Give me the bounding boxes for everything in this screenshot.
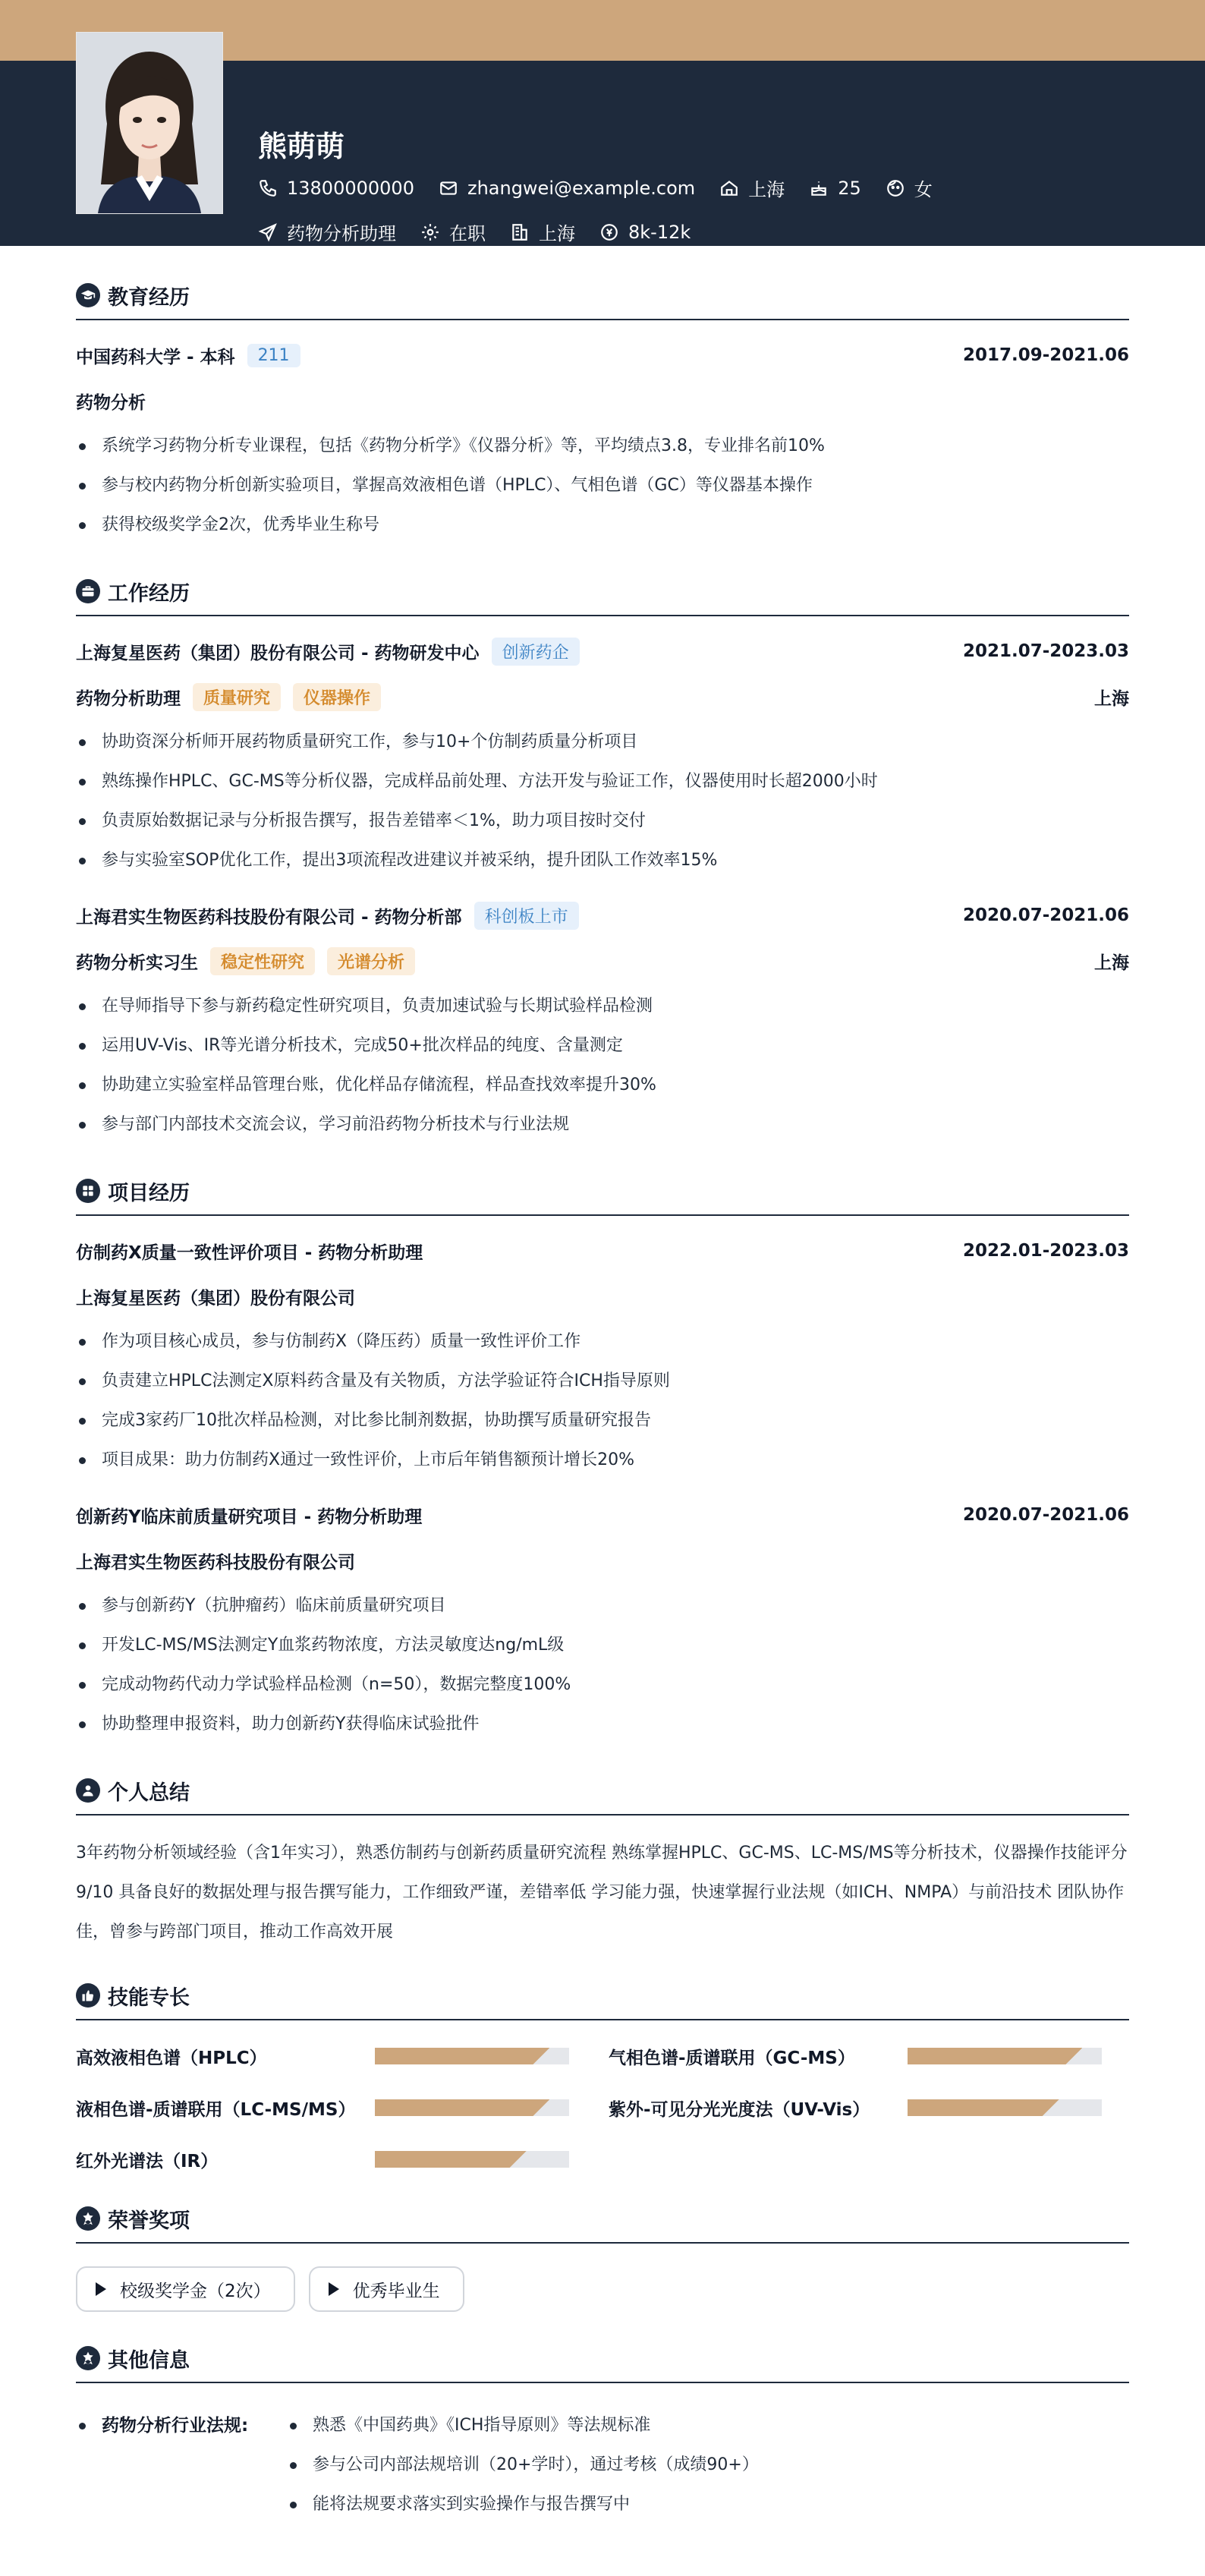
education-section [76,276,1129,545]
salary-text: 8k-12k [628,221,691,243]
briefcase-icon [76,579,100,603]
project-name: 创新药Y临床前质量研究项目 - 药物分析助理 [76,1507,423,1527]
list-item: 协助整理申报资料，助力创新药Y获得临床试验批件 [76,1705,1129,1744]
user-icon [76,1778,100,1803]
list-item: 参与部门内部技术交流会议，学习前沿药物分析技术与行业法规 [76,1105,1129,1145]
email-text: zhangwei@example.com [467,177,696,199]
face-icon [886,178,905,198]
list-item: 获得校级奖学金2次，优秀毕业生称号 [76,505,1129,545]
award-label: 优秀毕业生 [352,2281,440,2301]
city-text: 上海 [539,223,575,244]
contact-phone [258,178,414,199]
skill-bar [375,2151,569,2168]
bullet-dot [79,2423,86,2430]
projects-section [76,1172,1129,1744]
section-title: 技能专长 [108,1986,190,2010]
other-info [76,2406,1129,2524]
building-icon [510,222,530,242]
award-badge [309,2266,464,2312]
job-row [258,219,715,245]
work-location: 上海 [1094,688,1129,709]
skills-grid [76,2043,1129,2172]
grid-icon [76,1179,100,1203]
list-item: 参与公司内部法规培训（20+学时），通过考核（成绩90+） [287,2445,1129,2485]
summary-section [76,1771,1129,1952]
resume-main [76,246,1129,2524]
role-tag: 质量研究 [193,683,281,711]
job-position [258,219,396,245]
list-item: 负责建立HPLC法测定X原料药含量及有关物质，方法学验证符合ICH指导原则 [76,1362,1129,1401]
skill-item [76,2146,596,2172]
list-item: 在导师指导下参与新药稳定性研究项目，负责加速试验与长期试验样品检测 [76,987,1129,1026]
summary-heading [76,1771,1129,1815]
work-section [76,572,1129,1145]
status-text: 在职 [449,223,486,244]
list-item: 完成动物药代动力学试验样品检测（n=50），数据完整度100% [76,1665,1129,1705]
phone-icon [258,178,278,198]
awards-heading [76,2200,1129,2244]
job-salary [599,222,691,243]
list-item: 参与创新药Y（抗肿瘤药）临床前质量研究项目 [76,1586,1129,1626]
award-label: 校级奖学金（2次） [120,2281,271,2301]
skill-name: 液相色谱-质谱联用（LC-MS/MS） [76,2099,356,2120]
award-badge [76,2266,295,2312]
role-tag: 稳定性研究 [210,947,315,975]
skill-bar-fill [908,2099,1059,2116]
thumbs-up-icon [76,1983,100,2008]
list-item: 协助资深分析师开展药物质量研究工作，参与10+个仿制药质量分析项目 [76,723,1129,762]
contact-row [258,175,957,201]
summary-text: 3年药物分析领域经验（含1年实习），熟悉仿制药与创新药质量研究流程 熟练掌握HPLC、GC-MS、LC-MS/MS等分析技术，仪器操作技能评分9/10 具备良好的数据处理与报告撰写能力，工作细致严谨，差错率低 学习能力强，快速掌握行业法规（如ICH、NMPA）与前沿技术 团队协作佳，曾参与跨部门项目，推动工作高效开展 [76,1844,1128,1941]
project-date: 2020.07-2021.06 [962,1505,1129,1525]
avatar-illustration [77,33,222,213]
work-date: 2020.07-2021.06 [962,905,1129,925]
school-tag: 211 [247,344,300,367]
other-section [76,2339,1129,2524]
awards-section [76,2200,1129,2312]
work-bullets [76,723,1129,880]
education-heading [76,276,1129,320]
mail-icon [439,178,458,198]
section-title: 项目经历 [108,1181,190,1205]
skill-bar [908,2048,1102,2064]
list-item: 负责原始数据记录与分析报告撰写，报告差错率＜1%，助力项目按时交付 [76,801,1129,841]
gender-text: 女 [914,179,933,200]
role-name: 药物分析实习生 [76,953,198,973]
contact-location [719,175,785,201]
project-org: 上海复星医药（集团）股份有限公司 [76,1288,355,1308]
education-entry [76,340,1129,545]
skill-bar-fill [375,2048,549,2064]
list-item: 熟练操作HPLC、GC-MS等分析仪器，完成样品前处理、方法开发与验证工作，仪器使用时长超2000小时 [76,762,1129,801]
skill-item [609,2043,1129,2069]
list-item: 系统学习药物分析专业课程，包括《药物分析学》《仪器分析》等，平均绩点3.8，专业排名前10% [76,427,1129,466]
company-tag: 创新药企 [492,638,580,666]
list-item: 参与实验室SOP优化工作，提出3项流程改进建议并被采纳，提升团队工作效率15% [76,841,1129,880]
send-icon [258,222,278,242]
company-tag: 科创板上市 [474,902,579,930]
contact-age [809,178,861,199]
skill-bar-fill [375,2099,549,2116]
job-city [510,219,575,245]
skill-bar-fill [375,2151,527,2168]
age-text: 25 [838,177,861,199]
company-name: 上海复星医药（集团）股份有限公司 - 药物研发中心 [76,643,480,663]
list-item: 完成3家药厂10批次样品检测，对比参比制剂数据，协助撰写质量研究报告 [76,1401,1129,1441]
section-title: 教育经历 [108,285,190,310]
section-title: 个人总结 [108,1781,190,1805]
skill-bar [375,2048,569,2064]
skill-name: 高效液相色谱（HPLC） [76,2048,267,2068]
work-heading [76,572,1129,616]
section-title: 工作经历 [108,581,190,606]
project-date: 2022.01-2023.03 [962,1241,1129,1261]
company-name: 上海君实生物医药科技股份有限公司 - 药物分析部 [76,907,462,927]
other-bullets [287,2406,1129,2524]
other-heading [76,2339,1129,2383]
list-item: 项目成果：助力仿制药X通过一致性评价，上市后年销售额预计增长20% [76,1441,1129,1480]
contact-gender [886,175,933,201]
project-org: 上海君实生物医药科技股份有限公司 [76,1552,355,1573]
coin-icon [599,222,619,242]
list-item: 熟悉《中国药典》《ICH指导原则》等法规标准 [287,2406,1129,2445]
job-status [420,219,486,245]
skills-section [76,1976,1129,2172]
skill-bar-fill [908,2048,1082,2064]
work-entry [76,636,1129,880]
skill-name: 气相色谱-质谱联用（GC-MS） [609,2048,855,2068]
skill-item [609,2095,1129,2121]
job-text: 药物分析助理 [287,223,396,244]
education-bullets [76,427,1129,545]
skill-name: 紫外-可见分光光度法（UV-Vis） [609,2099,870,2120]
skills-heading [76,1976,1129,2020]
section-title: 其他信息 [108,2348,190,2373]
play-icon [329,2282,339,2296]
role-tag: 仪器操作 [293,683,381,711]
award-icon [76,2346,100,2370]
graduation-cap-icon [76,283,100,307]
skill-item [76,2095,596,2121]
skill-bar [908,2099,1102,2116]
list-item: 作为项目核心成员，参与仿制药X（降压药）质量一致性评价工作 [76,1322,1129,1362]
play-icon [96,2282,106,2296]
work-date: 2021.07-2023.03 [962,641,1129,661]
location-text: 上海 [748,179,785,200]
project-bullets [76,1322,1129,1480]
education-date: 2017.09-2021.06 [962,345,1129,365]
skill-item [76,2043,596,2069]
project-name: 仿制药X质量一致性评价项目 - 药物分析助理 [76,1242,423,1263]
skill-name: 红外光谱法（IR） [76,2151,219,2171]
skill-bar [375,2099,569,2116]
projects-heading [76,1172,1129,1216]
list-item: 协助建立实验室样品管理台账，优化样品存储流程，样品查找效率提升30% [76,1066,1129,1105]
role-tag: 光谱分析 [327,947,415,975]
cake-icon [809,178,829,198]
contact-email [439,178,695,199]
candidate-name: 熊萌萌 [258,130,345,163]
major-name: 药物分析 [76,392,146,413]
list-item: 能将法规要求落实到实验操作与报告撰写中 [287,2485,1129,2524]
phone-text: 13800000000 [287,177,414,199]
project-bullets [76,1586,1129,1744]
award-icon [76,2206,100,2231]
list-item: 参与校内药物分析创新实验项目，掌握高效液相色谱（HPLC）、气相色谱（GC）等仪器基本操作 [76,466,1129,505]
school-name: 中国药科大学 - 本科 [76,347,235,367]
gear-icon [420,222,440,242]
work-entry [76,900,1129,1145]
role-name: 药物分析助理 [76,688,181,709]
project-entry [76,1236,1129,1480]
other-label: 药物分析行业法规: [102,2416,249,2436]
home-icon [719,178,739,198]
work-location: 上海 [1094,953,1129,973]
project-entry [76,1500,1129,1744]
awards-list [76,2266,1129,2312]
work-bullets [76,987,1129,1145]
list-item: 开发LC-MS/MS法测定Y血浆药物浓度，方法灵敏度达ng/mL级 [76,1626,1129,1665]
profile-photo [76,32,223,214]
section-title: 荣誉奖项 [108,2209,190,2233]
list-item: 运用UV-Vis、IR等光谱分析技术，完成50+批次样品的纯度、含量测定 [76,1026,1129,1066]
